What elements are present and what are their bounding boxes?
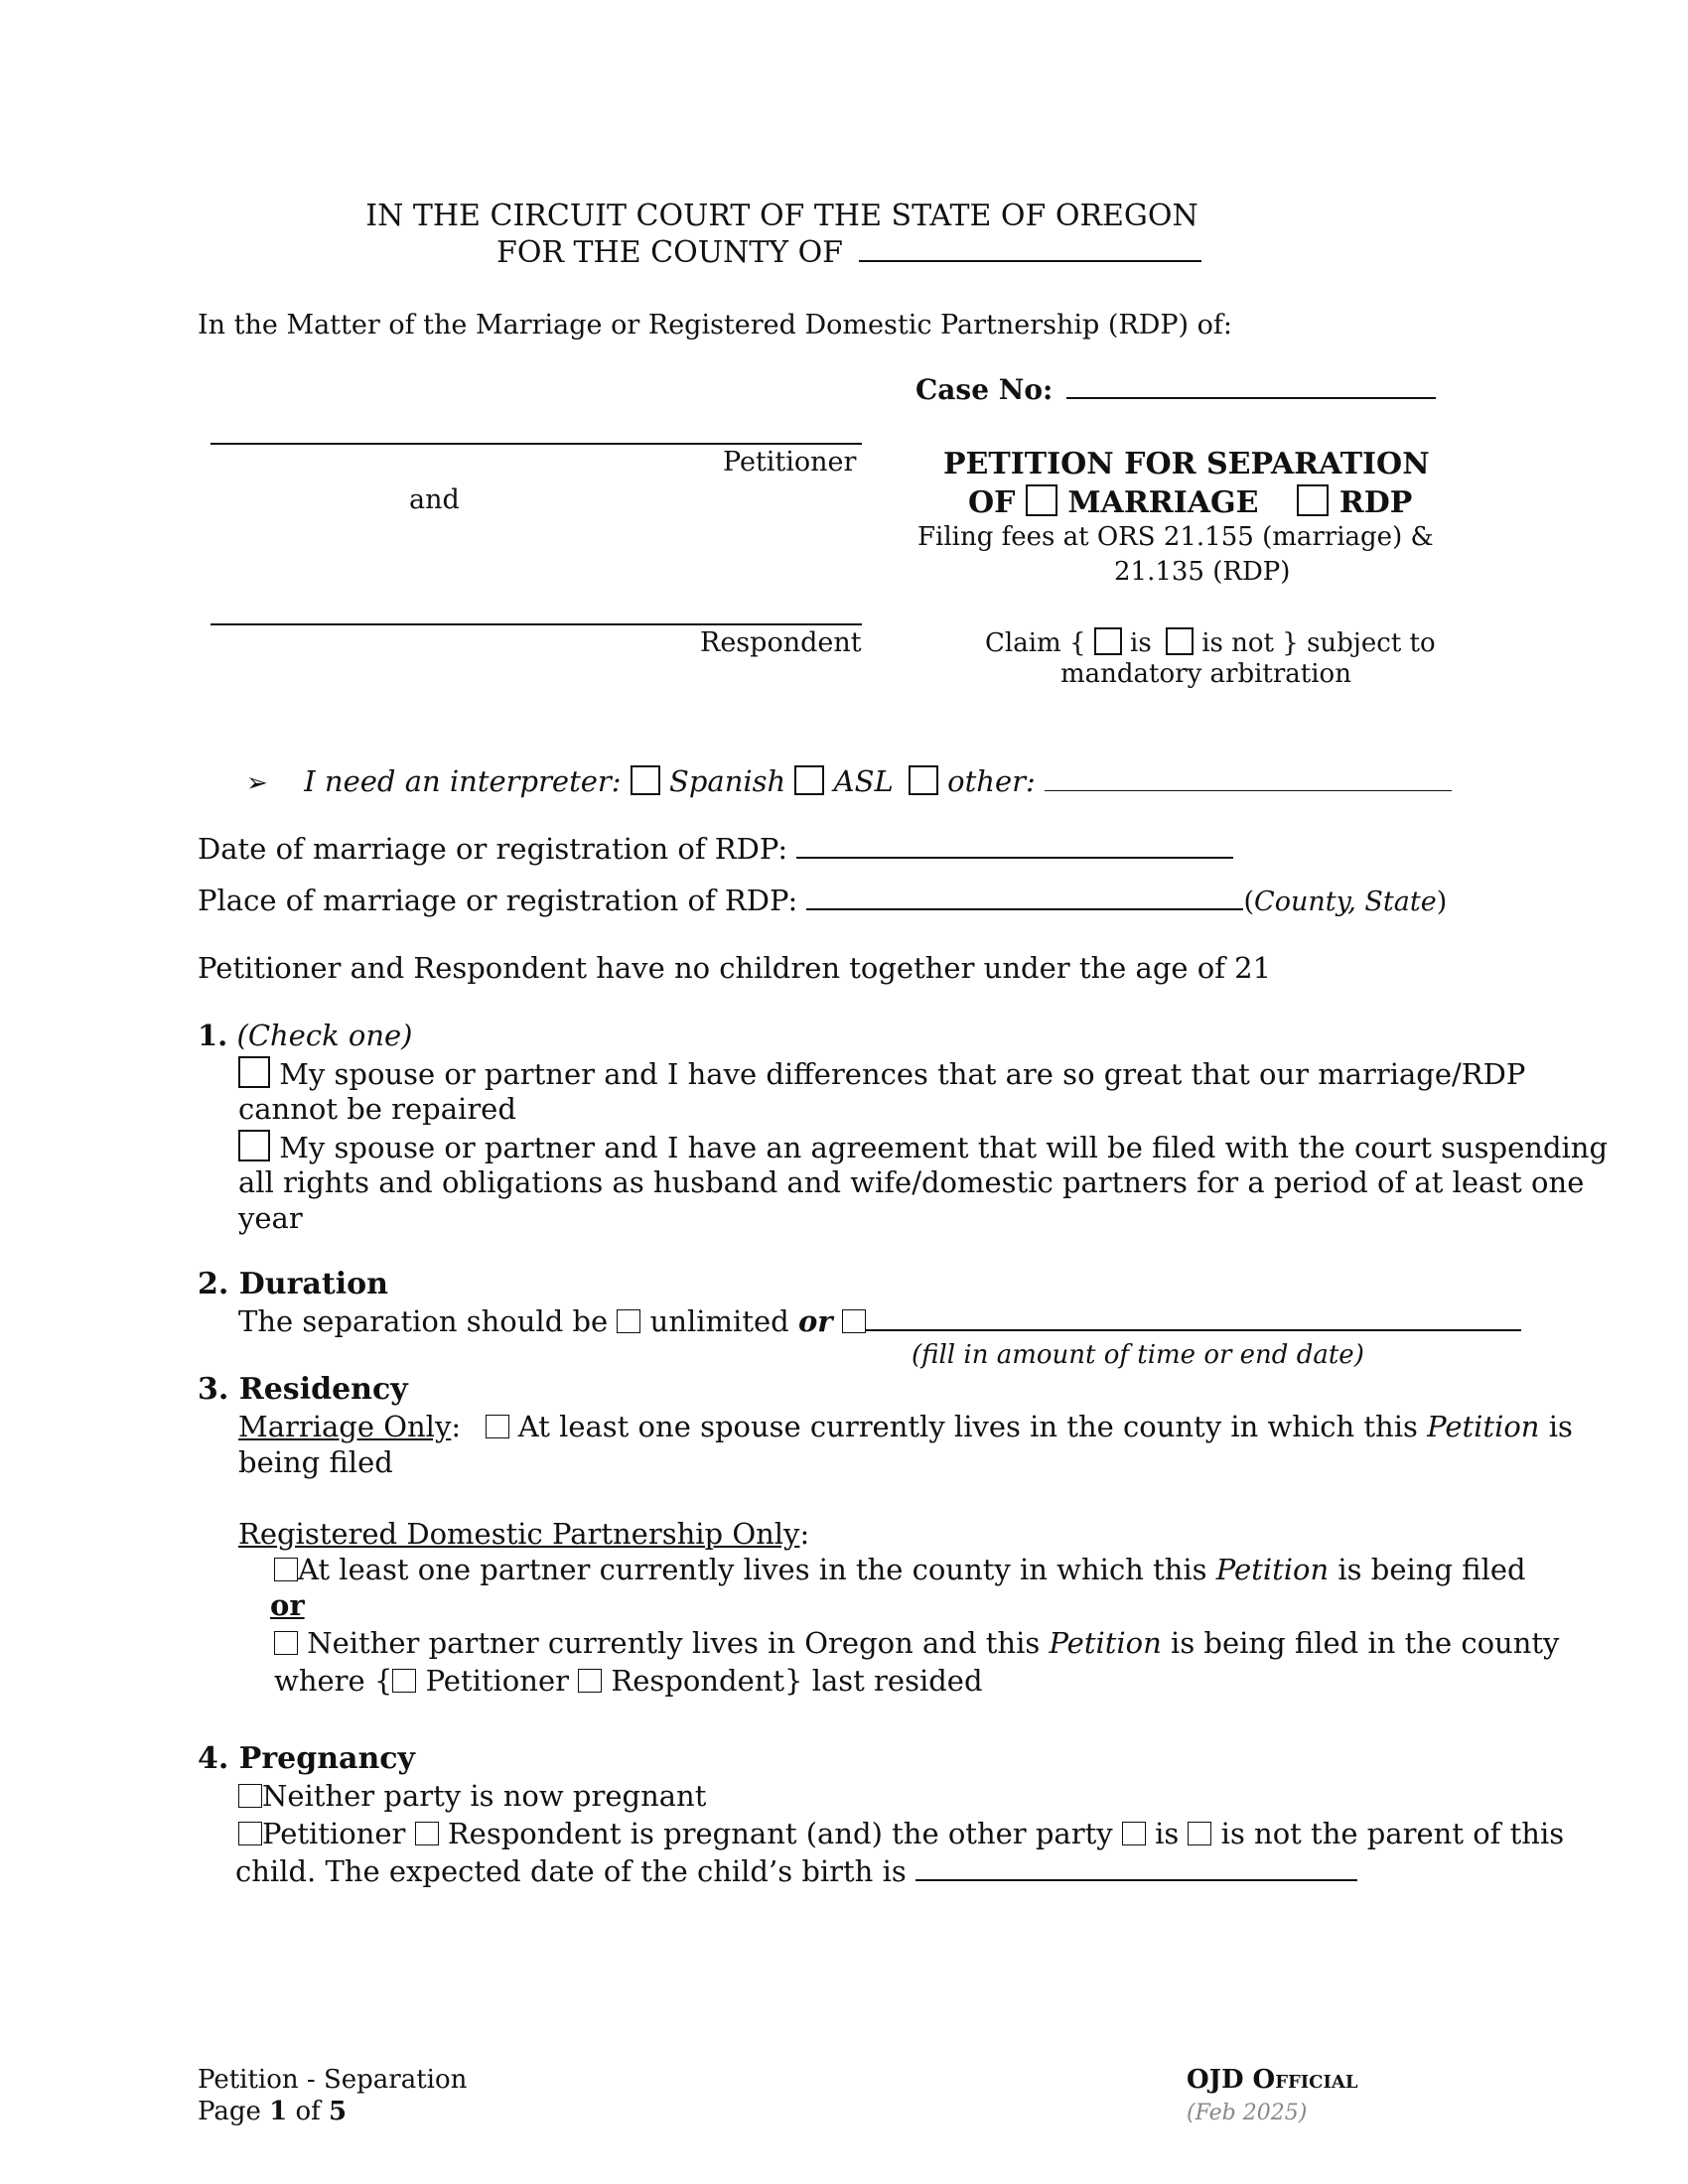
place-of-marriage-blank[interactable] (806, 885, 1243, 910)
arbitration-claim: Claim { is is not } subject to (985, 628, 1436, 658)
marriage-residency-cont: being filed (238, 1445, 393, 1479)
rdp-residency-heading: Registered Domestic Partnership Only: (238, 1517, 810, 1551)
no-children-statement: Petitioner and Respondent have no children together under the age of 21 (198, 951, 1272, 985)
section1-option2-cont2: year (238, 1201, 303, 1235)
county-line: FOR THE COUNTY OF (496, 234, 1201, 270)
place-suffix: County, State (1254, 887, 1437, 917)
other-interpreter-checkbox[interactable] (909, 765, 938, 795)
rdp-residency-option2: Neither partner currently lives in Oregon and this Petition is being filed in the county (274, 1626, 1559, 1660)
other-interpreter-blank[interactable] (1045, 768, 1452, 791)
marriage-residency-checkbox[interactable] (486, 1415, 509, 1438)
section1-option1-cont: cannot be repaired (238, 1092, 516, 1126)
footer-form-name: Petition - Separation (198, 2065, 468, 2095)
unlimited-checkbox[interactable] (617, 1309, 640, 1333)
duration-line: The separation should be unlimited or (238, 1304, 1521, 1338)
marriage-residency: Marriage Only: At least one spouse currently lives in the county in which this Petition is (238, 1410, 1573, 1443)
pregnancy-option1: Neither party is now pregnant (238, 1779, 706, 1813)
section1-option2-cont: all rights and obligations as husband and wife/domestic partners for a period of at least one (238, 1165, 1585, 1199)
footer-official: OJD Official (1187, 2065, 1358, 2095)
claim-is-checkbox[interactable] (1094, 627, 1122, 655)
rdp-residency-option1: At least one partner currently lives in the county in which this Petition is being filed (274, 1553, 1526, 1586)
interpreter-line: ➢ I need an interpreter: Spanish ASL other: (246, 764, 1452, 798)
petitioner-name-line[interactable] (211, 443, 862, 445)
petition-title: PETITION FOR SEPARATION (943, 447, 1430, 481)
place-of-marriage: Place of marriage or registration of RDP: (County, State) (198, 884, 1448, 917)
spanish-checkbox[interactable] (631, 765, 660, 795)
separation-agreement-checkbox[interactable] (238, 1130, 270, 1161)
rdp-or: or (270, 1588, 305, 1622)
section1-option1: My spouse or partner and I have differences that are so great that our marriage/RDP (238, 1056, 1525, 1091)
irreconcilable-differences-checkbox[interactable] (238, 1056, 270, 1088)
other-party-is-parent-checkbox[interactable] (1122, 1822, 1146, 1845)
duration-hint: (fill in amount of time or end date) (912, 1340, 1364, 1370)
date-of-marriage: Date of marriage or registration of RDP: (198, 832, 1233, 866)
pregnancy-option2: Petitioner Respondent is pregnant (and) the other party is is not the parent of this (238, 1817, 1564, 1850)
rdp-county-checkbox[interactable] (274, 1558, 298, 1581)
section3-heading: 3. Residency (198, 1372, 408, 1407)
last-resided-respondent-checkbox[interactable] (578, 1669, 602, 1693)
county-blank[interactable] (859, 234, 1201, 262)
court-title: IN THE CIRCUIT COURT OF THE STATE OF OREGON (365, 199, 1198, 233)
date-of-marriage-blank[interactable] (796, 833, 1233, 859)
limited-duration-checkbox[interactable] (842, 1309, 866, 1333)
footer-page-number: Page 1 of 5 (198, 2097, 348, 2126)
petition-type-line: OF MARRIAGE RDP (968, 485, 1413, 520)
case-no: Case No: (915, 373, 1436, 406)
matter-line: In the Matter of the Marriage or Registered Domestic Partnership (RDP) of: (198, 310, 1233, 341)
and-label: and (409, 484, 460, 515)
section1-heading: 1. (Check one) (198, 1019, 413, 1052)
claim-is-not-checkbox[interactable] (1166, 627, 1194, 655)
respondent-name-line[interactable] (211, 623, 862, 625)
arrow-bullet-icon: ➢ (246, 768, 268, 798)
not-pregnant-checkbox[interactable] (238, 1784, 262, 1808)
case-no-blank[interactable] (1066, 375, 1436, 399)
asl-checkbox[interactable] (794, 765, 824, 795)
rdp-residency-option2-cont: where { Petitioner Respondent} last resided (274, 1664, 983, 1698)
section2-heading: 2. Duration (198, 1267, 388, 1301)
last-resided-petitioner-checkbox[interactable] (392, 1669, 416, 1693)
fees-line1: Filing fees at ORS 21.155 (marriage) & (917, 522, 1434, 552)
marriage-checkbox[interactable] (1026, 484, 1057, 516)
other-party-is-not-parent-checkbox[interactable] (1188, 1822, 1211, 1845)
petitioner-pregnant-checkbox[interactable] (238, 1822, 262, 1845)
fees-line2: 21.135 (RDP) (1114, 557, 1291, 587)
petitioner-label: Petitioner (723, 447, 857, 478)
footer-date: (Feb 2025) (1187, 2101, 1308, 2125)
section4-heading: 4. Pregnancy (198, 1741, 415, 1776)
pregnancy-due-date: child. The expected date of the child’s birth is (235, 1854, 1357, 1888)
respondent-pregnant-checkbox[interactable] (415, 1822, 439, 1845)
arbitration-line2: mandatory arbitration (1060, 659, 1351, 689)
rdp-checkbox[interactable] (1297, 484, 1329, 516)
respondent-label: Respondent (700, 627, 862, 658)
due-date-blank[interactable] (915, 1855, 1357, 1881)
rdp-out-of-state-checkbox[interactable] (274, 1631, 298, 1655)
duration-blank[interactable] (866, 1305, 1521, 1331)
section1-option2: My spouse or partner and I have an agreement that will be filed with the court suspending (238, 1130, 1608, 1164)
